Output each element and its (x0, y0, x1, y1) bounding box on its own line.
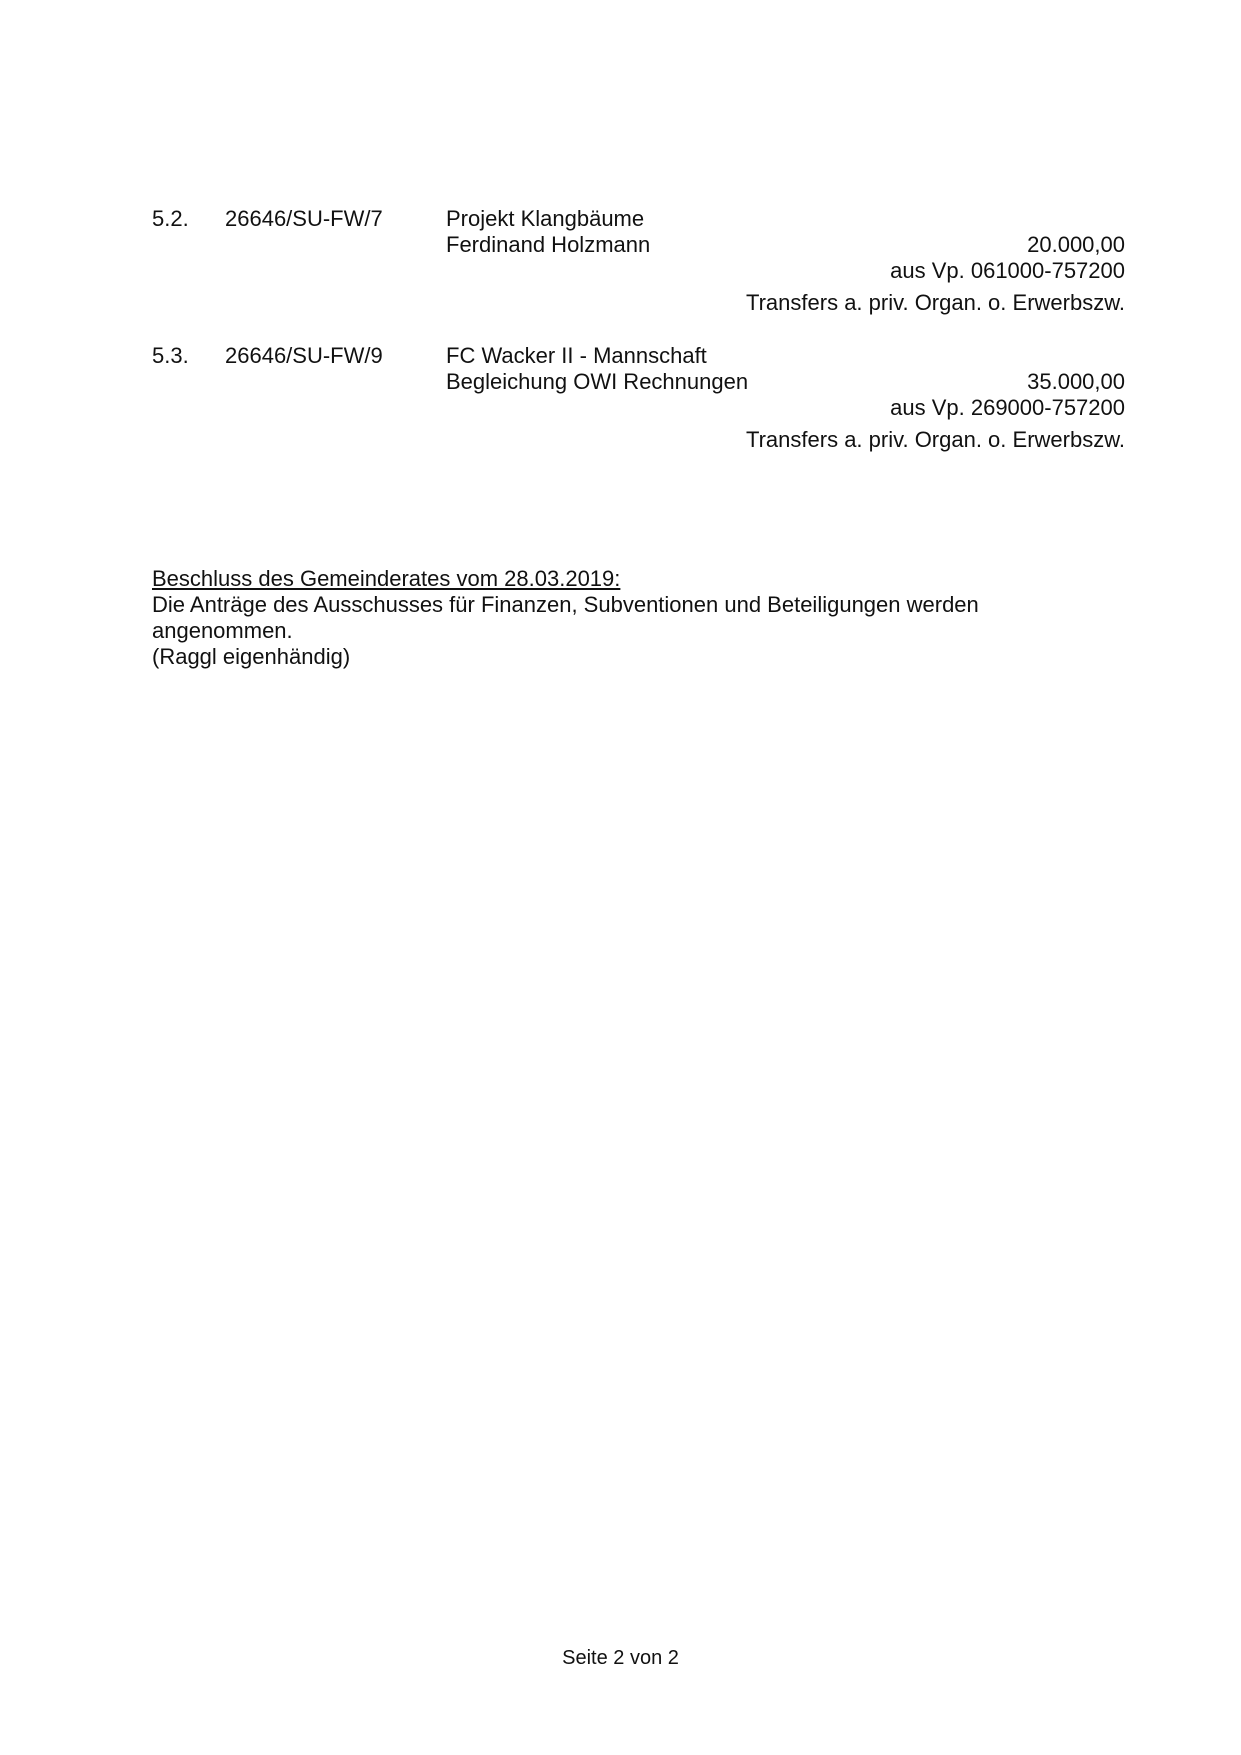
entry-budget-item: aus Vp. 269000-757200 (890, 395, 1125, 420)
resolution-heading: Beschluss des Gemeinderates vom 28.03.2019: (152, 566, 621, 591)
resolution-block (152, 566, 1052, 670)
entry-category: Transfers a. priv. Organ. o. Erwerbszw. (745, 427, 1125, 452)
entry-recipient: Begleichung OWI Rechnungen (446, 369, 749, 394)
resolution-signature-note: (Raggl eigenhändig) (152, 644, 351, 669)
entry-title: FC Wacker II - Mannschaft (446, 343, 707, 368)
entry-amount: 20.000,00 (1027, 232, 1125, 257)
entry-number: 5.3. (152, 343, 189, 368)
entry-budget-item: aus Vp. 061000-757200 (890, 258, 1125, 283)
page-number-footer: Seite 2 von 2 (562, 1647, 679, 1669)
entry-number: 5.2. (152, 206, 189, 231)
entry-recipient: Ferdinand Holzmann (446, 232, 651, 257)
entry-title: Projekt Klangbäume (446, 206, 645, 231)
entry-category: Transfers a. priv. Organ. o. Erwerbszw. (745, 290, 1125, 315)
entry-amount: 35.000,00 (1027, 369, 1125, 394)
resolution-text-line: Die Anträge des Ausschusses für Finanzen, Subventionen und Beteiligungen werden (152, 592, 979, 617)
entry-reference: 26646/SU-FW/7 (225, 206, 383, 231)
resolution-text-line: angenommen. (152, 618, 293, 643)
entry-reference: 26646/SU-FW/9 (225, 343, 383, 368)
